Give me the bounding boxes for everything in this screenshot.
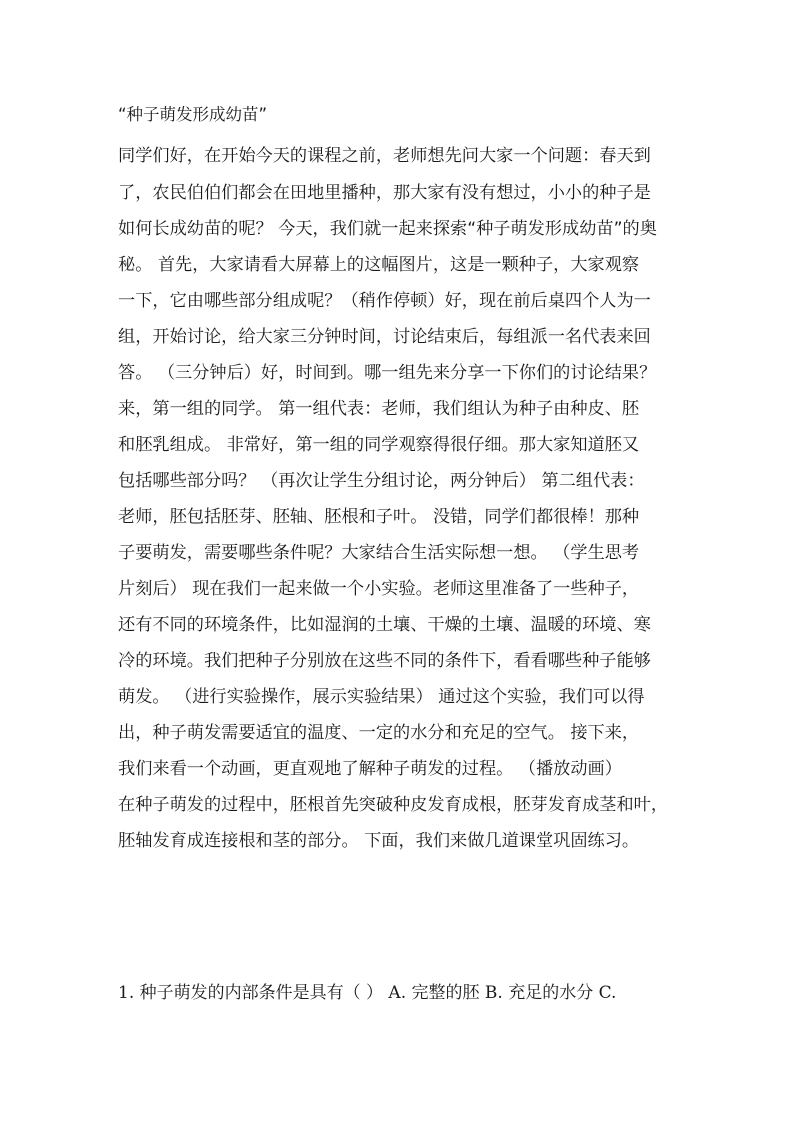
paragraph-line: 老师，胚包括胚芽、胚轴、胚根和子叶。 没错，同学们都很棒！那种 xyxy=(118,507,640,527)
paragraph-line: 我们来看一个动画，更直观地了解种子萌发的过程。 （播放动画） xyxy=(118,759,622,779)
paragraph-line: 子要萌发，需要哪些条件呢？大家结合生活实际想一想。 （学生思考 xyxy=(118,543,640,563)
paragraph-line: 片刻后） 现在我们一起来做一个小实验。老师这里准备了一些种子， xyxy=(118,579,640,599)
paragraph-line: 和胚乳组成。 非常好，第一组的同学观察得很仔细。那大家知道胚又 xyxy=(118,435,640,455)
paragraph-line: 出，种子萌发需要适宜的温度、一定的水分和充足的空气。 接下来， xyxy=(118,723,640,743)
paragraph-line: 秘。 首先，大家请看大屏幕上的这幅图片，这是一颗种子，大家观察 xyxy=(118,255,640,275)
paragraph-line: 胚轴发育成连接根和茎的部分。 下面，我们来做几道课堂巩固练习。 xyxy=(118,831,640,851)
paragraph-line: 答。 （三分钟后）好，时间到。哪一组先来分享一下你们的讨论结果？ xyxy=(118,363,657,383)
document-title: “种子萌发形成幼苗” xyxy=(118,105,268,124)
paragraph-line: 包括哪些部分吗？ （再次让学生分组讨论，两分钟后） 第二组代表： xyxy=(118,471,645,491)
paragraph-line: 了，农民伯伯们都会在田地里播种，那大家有没有想过，小小的种子是 xyxy=(118,183,651,203)
paragraph-line: 一下，它由哪些部分组成呢？（稍作停顿）好，现在前后桌四个人为一 xyxy=(118,291,651,311)
paragraph-line: 还有不同的环境条件，比如湿润的土壤、干燥的土壤、温暖的环境、寒 xyxy=(118,615,651,635)
paragraph-line: 如何长成幼苗的呢？ 今天，我们就一起来探索“种子萌发形成幼苗”的奥 xyxy=(118,219,657,239)
paragraph-line: 萌发。 （进行实验操作，展示实验结果） 通过这个实验，我们可以得 xyxy=(118,687,645,707)
exercise-question: 1. 种子萌发的内部条件是具有（ ） A. 完整的胚 B. 充足的水分 C. xyxy=(118,983,617,1003)
paragraph-line: 同学们好，在开始今天的课程之前，老师想先问大家一个问题：春天到 xyxy=(118,146,651,166)
paragraph-line: 在种子萌发的过程中，胚根首先突破种皮发育成根，胚芽发育成茎和叶， xyxy=(118,795,669,815)
paragraph-line: 来，第一组的同学。 第一组代表：老师，我们组认为种子由种皮、胚 xyxy=(118,399,640,419)
paragraph-line: 冷的环境。我们把种子分别放在这些不同的条件下，看看哪些种子能够 xyxy=(118,651,651,671)
paragraph-line: 组，开始讨论，给大家三分钟时间，讨论结束后，每组派一名代表来回 xyxy=(118,327,651,347)
